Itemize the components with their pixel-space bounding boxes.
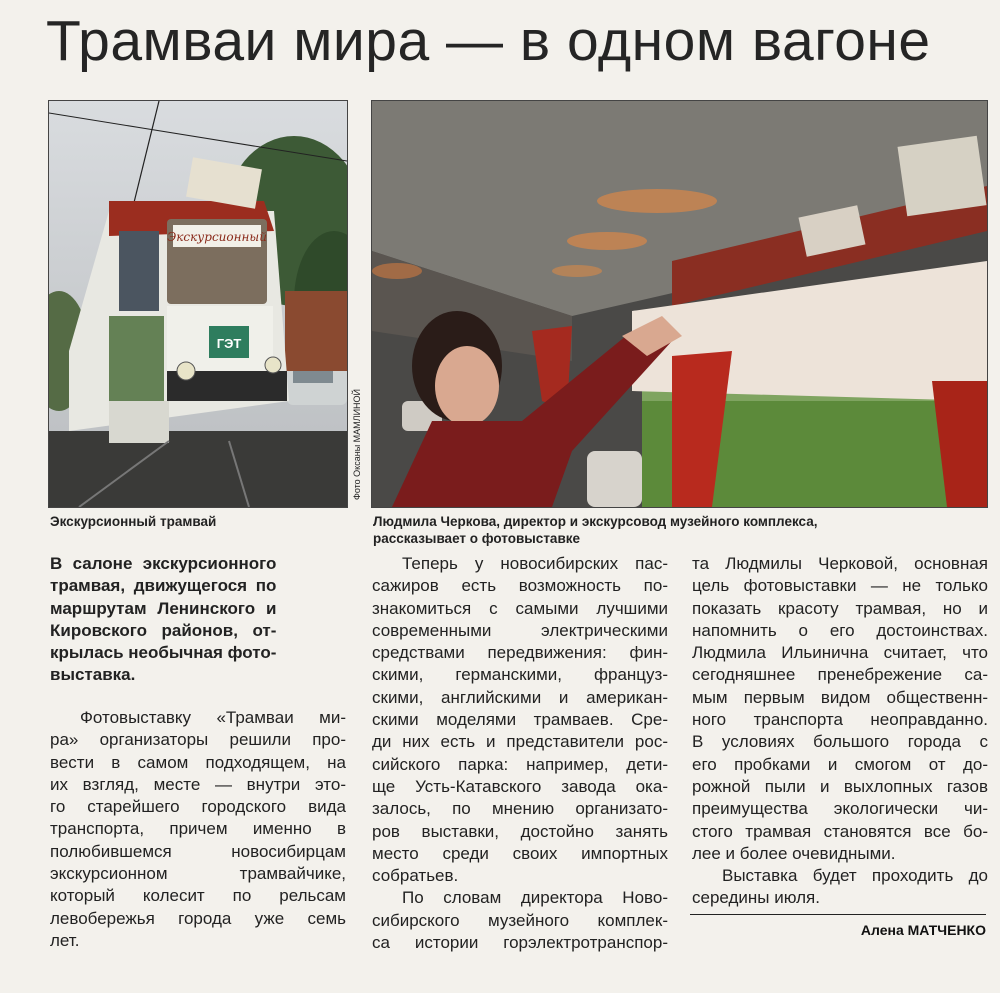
text-line: лее и более очевидными. [692,843,896,863]
text-line: скими, германскими, француз- [372,665,668,685]
text-line: Фотовыставку «Трамваи ми- [80,708,346,727]
text-line: средствами передвижения: фин- [372,643,668,663]
lead-line: Кировского районов, от- [50,620,277,640]
text-line: показать красоту трамвая, но и [692,598,988,618]
text-line: По словам директора Ново- [402,888,668,908]
right-caption-line: Людмила Черкова, директор и экскурсовод музейного комплекса, [373,514,818,529]
tram-destination-sign: Экскурсионный [167,230,267,244]
text-line: полюбившемся новосибирцам [50,841,346,861]
text-line: цель фотовыставки — не только [692,576,988,596]
text-line: его пробками и смогом от до- [692,754,988,774]
text-line: сибирского музейного комплек- [372,910,668,930]
text-line: Людмила Ильинична считает, что [692,643,988,663]
text-line: скими моделями трамваев. Сре- [372,710,668,730]
text-line: мым первым видом общественн- [692,687,988,707]
text-line: транспорта, причем именно в [50,819,346,839]
text-line: который колесит по рельсам [50,886,346,906]
lead-line: трамвая, движущегося по [50,576,277,596]
text-line: Теперь у новосибирских пас- [402,554,668,573]
article-column-3 [692,553,988,910]
text-line: рожной пыли и выхлопных газов [692,776,988,796]
text-line: стого трамвая становятся все бо- [692,821,988,841]
article-column-1 [50,707,346,952]
text-line: знакомиться с самыми лучшими [372,598,668,618]
text-line: собратьев. [372,866,459,886]
lead-line: выставка. [50,665,136,685]
text-line: напомнить о его достоинствах. [692,620,988,640]
text-line: ди них есть и представители рос- [372,732,668,752]
left-photo-caption: Экскурсионный трамвай [50,514,217,529]
text-line: современными электрическими [372,620,668,640]
text-line: ного транспорта неоправданно. [692,710,988,730]
text-line: скими, английскими и американ- [372,687,668,707]
article-column-2 [372,553,668,954]
text-line: экскурсионном трамвайчике, [50,864,346,884]
signature-rule [690,914,986,915]
text-line: ров выставки, достойно занять [372,821,668,841]
right-photo-caption [373,513,973,547]
text-line: са истории горэлектротранспор- [372,933,668,953]
text-line: преимущества экологически чи- [692,799,988,819]
lead-line: В салоне экскурсионного [50,554,277,573]
text-line: середины июля. [692,888,820,908]
right-caption-line: рассказывает о фотовыставке [373,531,581,546]
photo-credit: Фото Оксаны МАМЛИНОЙ [352,388,362,500]
author-byline: Алена МАТЧЕНКО [860,922,986,938]
text-line: их взгляд, месте — внутри это- [50,774,346,794]
tram-interior-photo [371,100,988,508]
lead-line: крылась необычная фото- [50,643,277,663]
text-line: сажиров есть возможность по- [372,576,668,596]
text-line: ра» организаторы решили про- [50,730,346,750]
headline: Трамваи мира — в одном вагоне [46,9,931,73]
text-line: ще Усть-Катавского завода ока- [372,776,668,796]
text-line: го старейшего городского вида [50,797,346,817]
lead-line: маршрутам Ленинского и [50,598,277,618]
text-line: вести в самом подходящем, на [50,752,346,772]
text-line: Выставка будет проходить до [722,866,988,886]
text-line: залось, по мнению организато- [372,799,668,819]
tram-photo [48,100,348,508]
text-line: левобережья города уже семь [50,908,346,928]
text-line: лет. [50,930,80,950]
text-line: сегодняшнее пренебрежение са- [692,665,988,685]
text-line: В условиях большого города с [692,732,988,752]
text-line: место среди своих импортных [372,843,668,863]
tram-logo: ГЭТ [216,336,242,351]
text-line: сийского парка: например, дети- [372,754,668,774]
text-line: та Людмилы Черковой, основная [692,554,988,573]
